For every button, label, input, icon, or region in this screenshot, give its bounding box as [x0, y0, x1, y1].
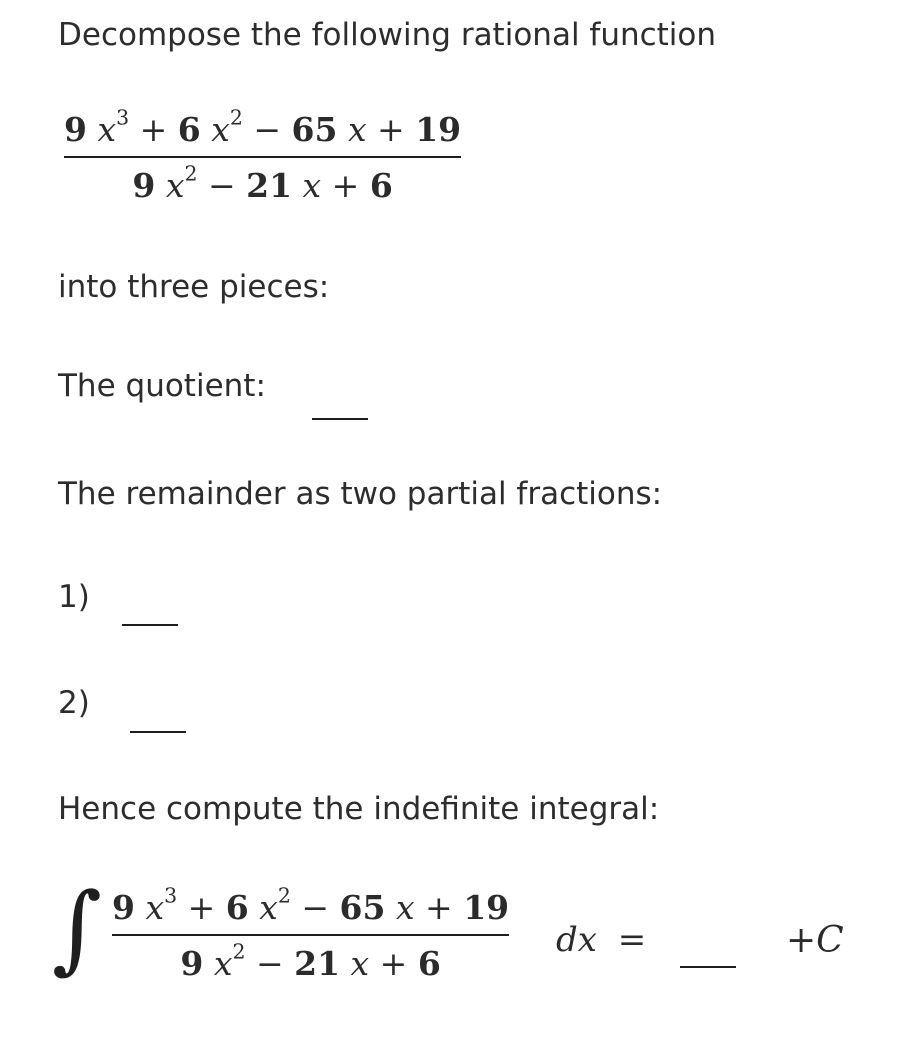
integral-label: Hence compute the indefinite integral: [58, 791, 660, 827]
integrand-denominator: 9 $x^2 - 21$ x + 6 [180, 939, 441, 984]
quotient-answer-field[interactable] [310, 386, 370, 420]
partial-2-label: 2) [58, 685, 90, 721]
integrand-fraction [112, 883, 510, 984]
int-num-coef-1: 65 [339, 888, 386, 927]
partial-2-answer-field[interactable] [128, 698, 188, 732]
partial-2-answer-blank [130, 731, 186, 733]
den-var-1: x [302, 166, 322, 206]
rational-function [64, 105, 462, 206]
int-num-const: 19 [463, 888, 510, 927]
den-var-2: x [165, 166, 185, 206]
intro-text: Decompose the following rational function [58, 17, 717, 53]
int-den-coef-1: 21 [294, 944, 341, 984]
partial-1-answer-blank [122, 624, 178, 626]
partial-1-label: 1) [58, 579, 90, 615]
int-num-coef-2: 6 [225, 888, 249, 927]
integral-answer-blank [680, 966, 736, 968]
int-den-var-1: x [350, 944, 370, 984]
den-coef-2: 9 [132, 166, 156, 206]
fraction-denominator: 9 $x^2 - 21$ x + 6 [132, 161, 393, 206]
num-var-1: x [347, 110, 367, 149]
int-num-exp-3: 3 [164, 883, 178, 908]
quotient-answer-blank [312, 418, 368, 420]
num-coef-2: 6 [177, 110, 201, 149]
num-var-3: x [97, 110, 117, 149]
int-num-var-2: x [259, 888, 278, 927]
integral-sign: ∫ [52, 872, 103, 984]
int-num-var-1: x [395, 888, 415, 927]
int-num-var-3: x [145, 888, 165, 927]
fraction-numerator: 9 $x^3 + 6$ $x^2 - 65$ x + 19 [64, 105, 462, 149]
plus-constant [786, 920, 844, 961]
num-coef-3: 9 [64, 110, 87, 149]
int-den-exp-2: 2 [232, 939, 246, 964]
integral-dx-equals [556, 920, 646, 960]
fraction-bar [64, 156, 461, 158]
into-pieces-text: into three pieces: [58, 269, 330, 305]
den-exp-2: 2 [184, 161, 198, 186]
num-exp-2: 2 [229, 105, 243, 130]
int-num-exp-2: 2 [277, 883, 291, 908]
int-num-coef-3: 9 [112, 888, 135, 927]
partial-1-answer-field[interactable] [120, 592, 180, 626]
constant-text: +C [786, 920, 844, 961]
integrand-fraction-bar [112, 934, 509, 936]
integral-answer-field[interactable] [678, 934, 738, 968]
int-den-const: 6 [417, 944, 441, 984]
dx-text: dx [556, 920, 597, 960]
int-den-var-2: x [213, 944, 233, 984]
num-exp-3: 3 [116, 105, 130, 130]
num-coef-1: 65 [291, 110, 338, 149]
int-den-coef-2: 9 [180, 944, 204, 984]
equals-sign: = [617, 920, 647, 960]
den-const: 6 [369, 166, 393, 206]
den-coef-1: 21 [246, 166, 293, 206]
num-var-2: x [211, 110, 230, 149]
num-const: 19 [415, 110, 462, 149]
quotient-label: The quotient: [58, 368, 266, 404]
integrand-numerator: 9 $x^3 + 6$ $x^2 - 65$ x + 19 [112, 883, 510, 927]
remainder-label: The remainder as two partial fractions: [58, 476, 663, 512]
